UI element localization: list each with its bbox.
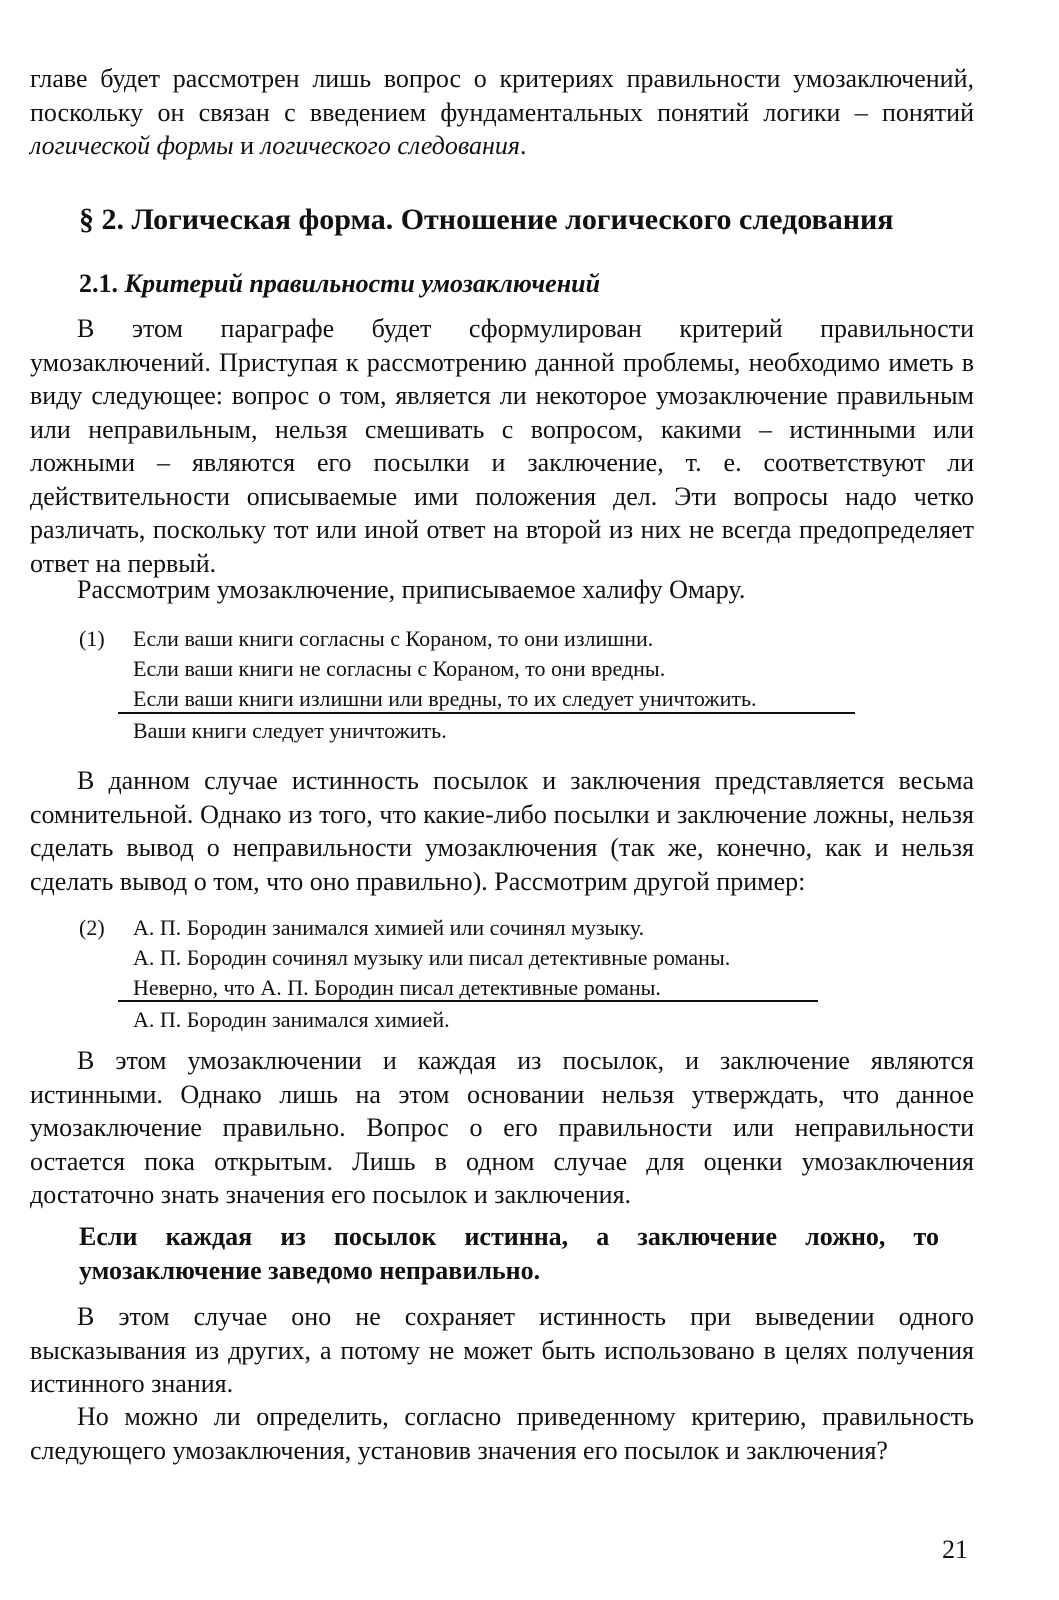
- page-number: 21: [942, 1535, 968, 1564]
- intro-paragraph: [30, 62, 974, 163]
- criterion-statement: Если каждая из посылок истинна, а заключение ложно, то умозаключение заведомо неправильно.: [79, 1222, 939, 1285]
- conclusion: А. П. Бородин занимался химией.: [133, 1007, 450, 1032]
- intro-end: .: [519, 131, 527, 160]
- paragraph-2: Рассмотрим умозаключение, приписываемое халифу Омару.: [77, 575, 746, 604]
- premise-2: А. П. Бородин сочинял музыку или писал детективные романы.: [133, 945, 731, 970]
- syllogism-example-1: [79, 625, 879, 745]
- example-number: (1): [79, 626, 105, 651]
- premise-2: Если ваши книги не согласны с Кораном, то они вредны.: [133, 656, 666, 681]
- premise-1: Если ваши книги согласны с Кораном, то они излишни.: [133, 626, 654, 651]
- section-heading: § 2. Логическая форма. Отношение логического следования: [79, 203, 894, 236]
- subsection-title: Критерий правильности умозаключений: [124, 269, 601, 298]
- inference-line: [118, 712, 855, 714]
- syllogism-example-2: [79, 914, 879, 1034]
- premise-1: А. П. Бородин занимался химией или сочинял музыку.: [133, 915, 645, 940]
- example-number: (2): [79, 915, 105, 940]
- subsection-number: 2.1.: [79, 269, 118, 298]
- paragraph-3: В данном случае истинность посылок и заключения представляется весьма сомнительной. Однако из того, что какие-либо посылки и заключение ложны, нельзя сделать вывод о неправильности умозаключения (так же, конечно, как и нельзя сделать вывод о том, что оно правильно). Рассмотрим другой пример:: [30, 766, 974, 896]
- premise-3: Если ваши книги излишни или вредны, то их следует уничтожить.: [133, 686, 757, 711]
- conclusion: Ваши книги следует уничтожить.: [133, 718, 447, 743]
- inference-line: [118, 1000, 818, 1002]
- paragraph-1: В этом параграфе будет сформулирован критерий правильности умозаключений. Приступая к рассмотрению данной проблемы, необходимо иметь в виду следующее: вопрос о том, является ли некоторое умозаключение правильным или неправильным, нельзя смешивать с вопросом, какими – истинными или ложными – являются его посылки и заключение, т. е. соответствуют ли действительности описываемые ими положения дел. Эти вопросы надо четко различать, поскольку тот или иной ответ на второй из них не всегда предопределяет ответ на первый.: [30, 314, 974, 578]
- subsection-heading: [79, 269, 600, 299]
- paragraph-5: В этом случае оно не сохраняет истинность при выведении одного высказывания из других, а потому не может быть использовано в целях получения истинного знания.: [30, 1302, 974, 1398]
- intro-conjunction: и: [233, 131, 261, 160]
- intro-text: главе будет рассмотрен лишь вопрос о критериях правильности умозаключений, поскольку он связан с введением фундаментальных понятий логики – понятий: [30, 64, 974, 127]
- term-logical-form: логической формы: [30, 131, 234, 160]
- paragraph-6: Но можно ли определить, согласно приведенному критерию, правильность следующего умозаключения, установив значения его посылок и заключения?: [30, 1402, 974, 1465]
- paragraph-4: В этом умозаключении и каждая из посылок, и заключение являются истинными. Однако лишь на этом основании нельзя утверждать, что данное умозаключение правильно. Вопрос о его правильности или неправильности остается пока открытым. Лишь в одном случае для оценки умозаключения достаточно знать значения его посылок и заключения.: [30, 1046, 974, 1209]
- premise-3: Неверно, что А. П. Бородин писал детективные романы.: [133, 975, 661, 1000]
- term-logical-consequence: логического следования: [260, 131, 520, 160]
